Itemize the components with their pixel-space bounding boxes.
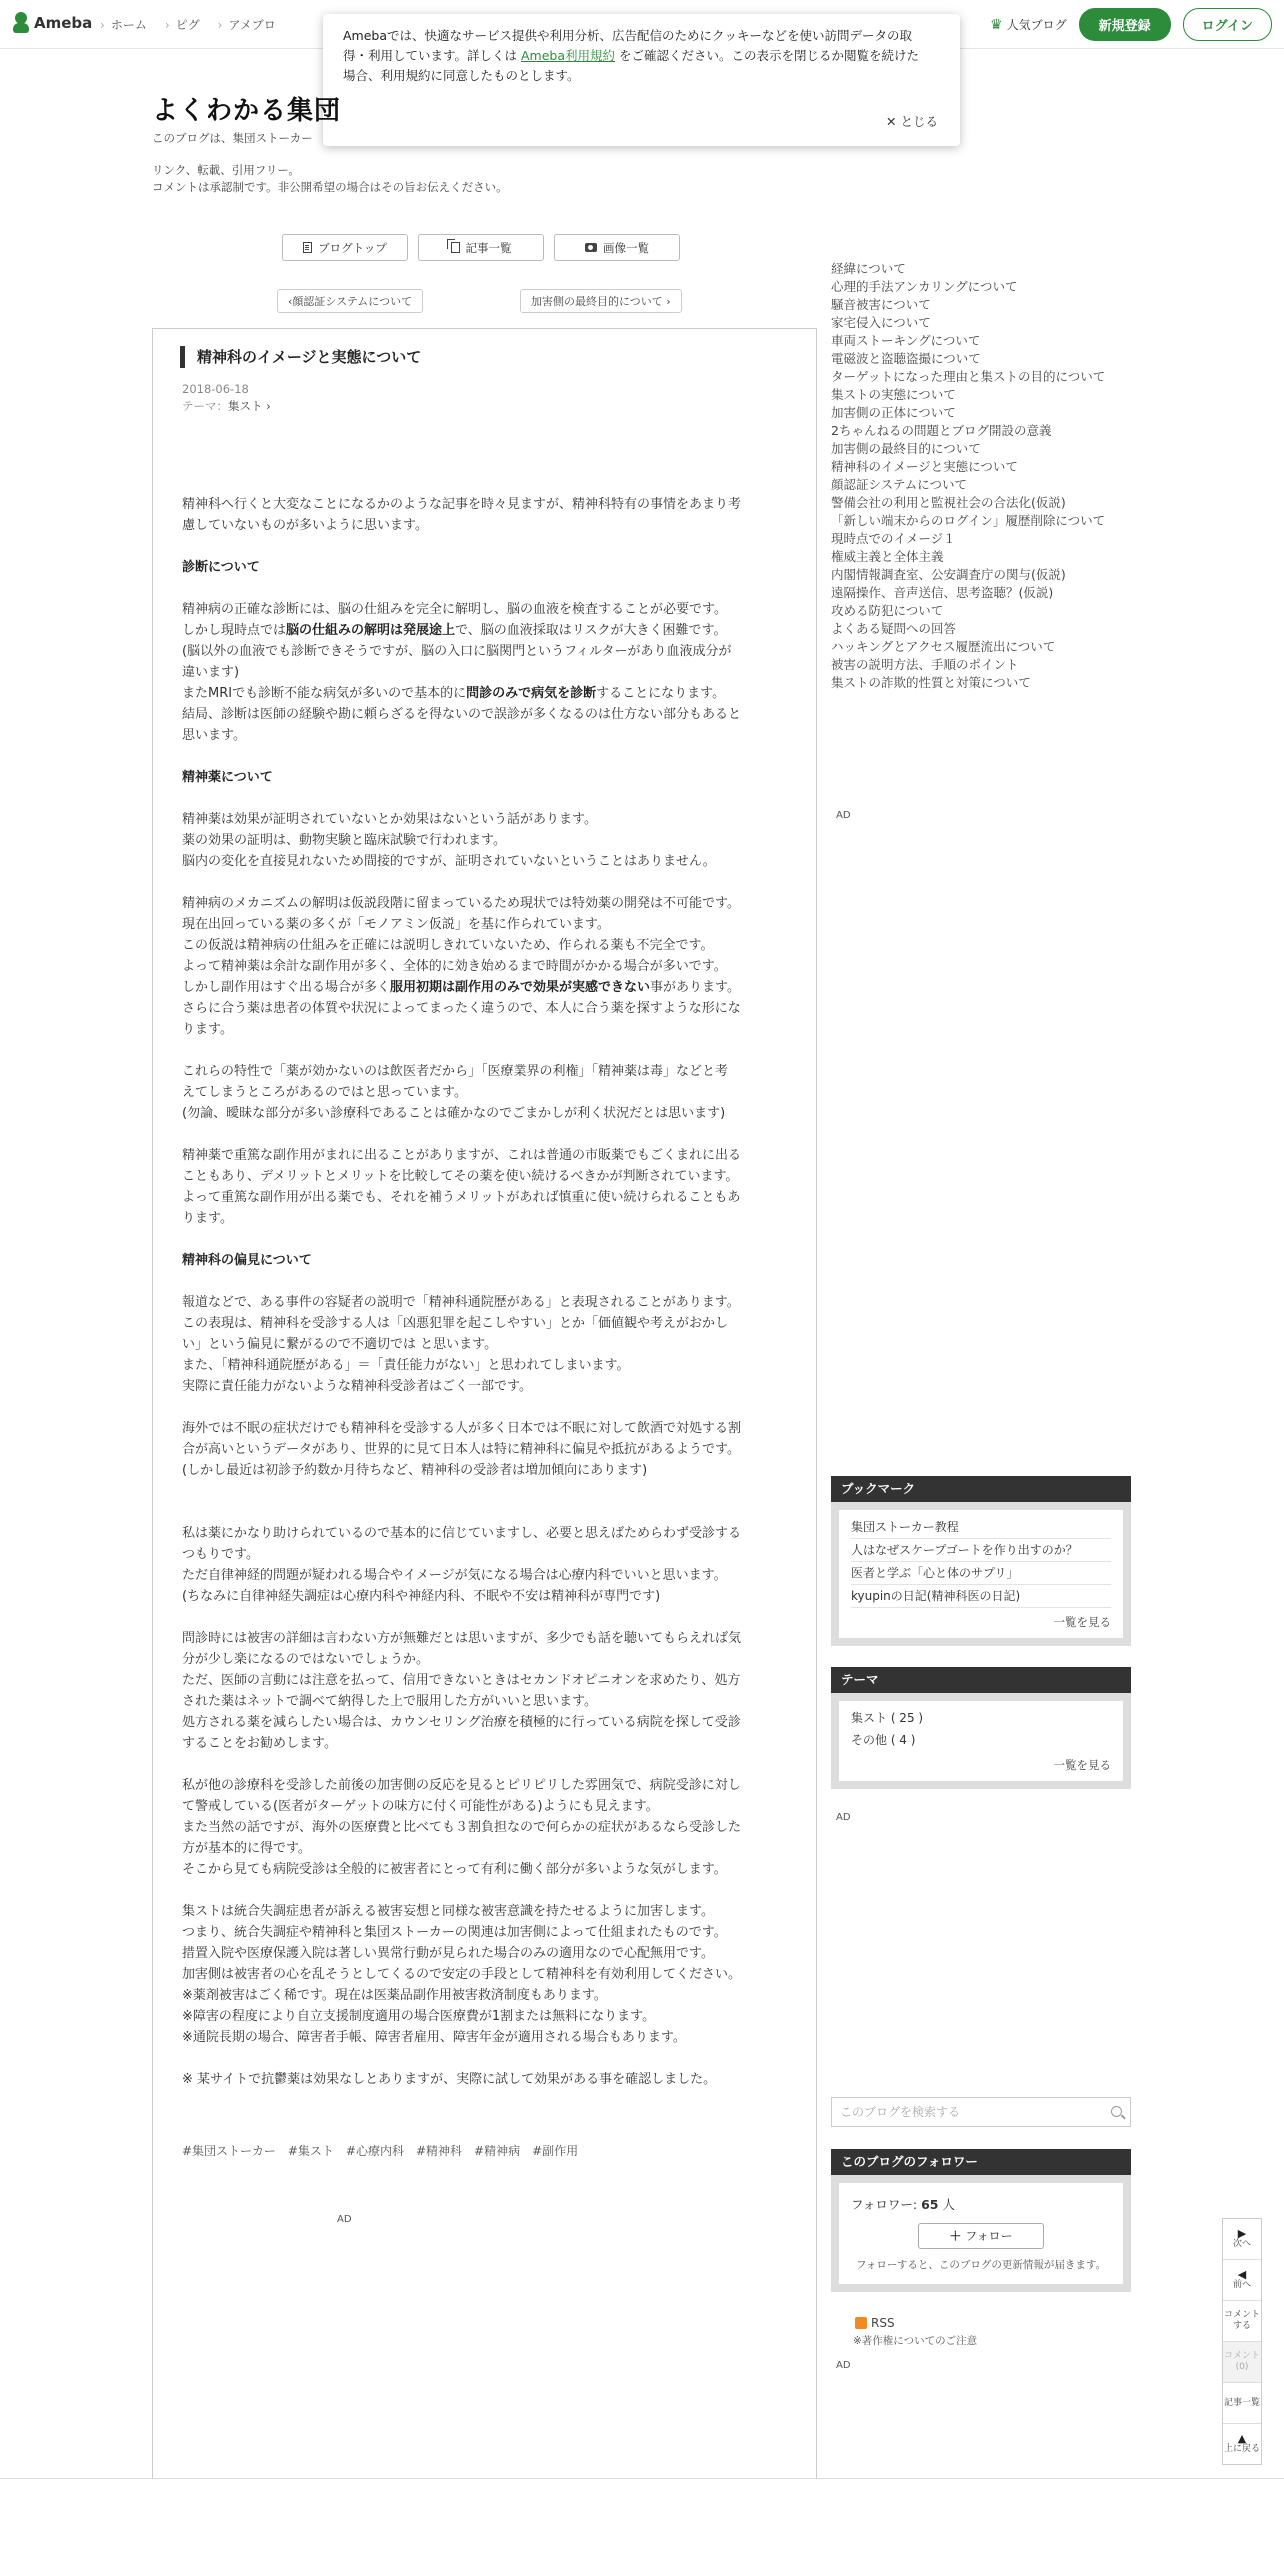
body-paragraph-line: 慮していないものが多いように思います。 <box>182 518 428 533</box>
close-icon: ✕ <box>886 114 897 129</box>
ad-label: AD <box>836 810 851 821</box>
next-entry-link[interactable] <box>520 289 682 313</box>
popular-blog-link[interactable] <box>990 16 1067 33</box>
theme-widget <box>831 1667 1131 1789</box>
sidebar-entry-link[interactable]: 「新しい端末からのログイン」履歴削除について <box>831 513 1106 528</box>
sidebar-entry-link[interactable]: 遠隔操作、音声送信、思考盗聴？(仮説) <box>831 585 1054 600</box>
document-icon <box>303 242 312 253</box>
body-paragraph-line: ります。 <box>182 1022 233 1037</box>
sidebar-entry-link[interactable]: 2ちゃんねるの問題とブログ開設の意義 <box>831 423 1052 438</box>
back-to-top-button[interactable] <box>1223 2424 1261 2464</box>
prev-entry-button[interactable] <box>1223 2260 1261 2301</box>
ameba-logo-icon <box>12 12 30 34</box>
body-paragraph-line: 精神薬で重篤な副作用がまれに出ることがありますが、これは普通の市販薬でもごくまれに出る <box>182 1148 742 1163</box>
cookie-close-label: とじる <box>900 114 938 129</box>
ad-label: AD <box>836 1812 851 1823</box>
rss-label: RSS <box>871 2316 895 2330</box>
theme-item[interactable]: 集スト ( 25 ) <box>851 1711 924 1725</box>
section-heading: 精神薬について <box>182 770 273 785</box>
chevron-right-icon: › <box>662 294 671 308</box>
body-paragraph-line: えてしまうところがあるのではと思っています。 <box>182 1085 467 1100</box>
blog-search-input[interactable] <box>831 2097 1131 2127</box>
body-paragraph-line: 私は薬にかなり助けられているので基本的に信じていますし、必要と思えばためらわず受診する <box>182 1526 742 1541</box>
bookmark-more-link[interactable]: 一覧を見る <box>1053 1615 1111 1629</box>
body-paragraph-line: 合が高いというデータがあり、世界的に見て日本人は特に精神科に偏見や抵抗があるようです。 <box>182 1442 740 1457</box>
plus-icon: ＋ <box>949 2229 962 2243</box>
body-paragraph-line: こともあり、デメリットとメリットを比較してその薬を使い続けるべきかが判断されています。 <box>182 1169 739 1184</box>
bookmark-item[interactable]: 集団ストーカー教程 <box>851 1516 1111 1539</box>
cookie-notice <box>323 14 960 146</box>
body-paragraph-line: (勿論、曖昧な部分が多い診療科であることは確かなのでごまかしが利く状況だとは思います) <box>182 1106 726 1121</box>
hashtag-link[interactable]: #副作用 <box>532 2144 579 2158</box>
sidebar-entry-link[interactable]: 家宅侵入について <box>831 315 931 330</box>
sidebar-entry-link[interactable]: 加害側の最終目的について <box>831 441 981 456</box>
body-paragraph-line: することをお勧めします。 <box>182 1736 337 1751</box>
text-run: 事があります。 <box>650 980 740 995</box>
write-comment-button[interactable] <box>1223 2301 1261 2342</box>
body-paragraph-line: (ちなみに自律神経失調症は心療内科や神経内科、不眠や不安は精神科が専門です) <box>182 1589 661 1604</box>
copyright-notice-link[interactable]: ※著作権についてのご注意 <box>853 2335 978 2347</box>
comments-label-2: (0) <box>1235 2362 1249 2372</box>
sidebar-entry-link[interactable]: 被害の説明方法、手順のポイント <box>831 657 1019 672</box>
follower-count <box>851 2189 1111 2217</box>
sidebar-entry-link[interactable]: 集ストの詐欺的性質と対策について <box>831 675 1031 690</box>
sidebar-entry-link[interactable]: 加害側の正体について <box>831 405 956 420</box>
triangle-up-icon: ▲ <box>1237 2432 1247 2445</box>
copy-icon <box>451 242 460 253</box>
follower-unit: 人 <box>942 2197 955 2212</box>
cookie-close-button[interactable] <box>886 112 938 132</box>
comment-label-1: コメント <box>1223 2310 1260 2320</box>
body-paragraph-line: (脳以外の血液でも診断できそうですが、脳の入口に脳関門というフィルターがあり血液成分が <box>182 644 732 659</box>
body-paragraph-line: この表現は、精神科を受診する人は「凶悪犯罪を起こしやすい」とか「価値観や考えがおかし <box>182 1316 729 1331</box>
entry-theme-label: テーマ： <box>182 399 228 413</box>
sidebar-entry-link[interactable]: 騒音被害について <box>831 297 931 312</box>
terms-link[interactable]: Ameba利用規約 <box>521 48 616 63</box>
sidebar-entry-link[interactable]: 顔認証システムについて <box>831 477 968 492</box>
sidebar-entry-link[interactable]: よくある疑問への回答 <box>831 621 957 636</box>
search-icon[interactable] <box>1111 2106 1122 2117</box>
tab-entry-list[interactable] <box>418 234 544 261</box>
body-paragraph-line: よって重篤な副作用が出る薬でも、それを補うメリットがあれば慎重に使い続けられることもあ <box>182 1190 741 1205</box>
floating-toolbar <box>1222 2218 1262 2465</box>
text-run: で、脳の血液採取はリスクが大きく困難です。 <box>455 623 727 638</box>
sidebar-entry-link[interactable]: 集ストの実態について <box>831 387 956 402</box>
body-paragraph-line: 私が他の診療科を受診した前後の加害側の反応を見るとピリピリした雰囲気で、病院受診に対し <box>182 1778 741 1793</box>
nav-ameblo[interactable]: › アメブロ <box>218 16 276 33</box>
ameba-logo[interactable] <box>12 12 92 34</box>
body-paragraph-line: 処方される薬を減らしたい場合は、カウンセリング治療を積極的に行っている病院を探して受診 <box>182 1715 741 1730</box>
sidebar-entry-link[interactable]: 経緯について <box>831 261 906 276</box>
sidebar-entry-link[interactable]: 現時点でのイメージ１ <box>831 531 956 546</box>
bold-text-run: 服用初期は副作用のみで効果が実感できない <box>390 980 651 995</box>
theme-title: テーマ <box>831 1667 1131 1693</box>
body-paragraph-line: つもりです。 <box>182 1547 259 1562</box>
bookmark-title: ブックマーク <box>831 1476 1131 1502</box>
body-paragraph-line: 精神病の正確な診断には、脳の仕組みを完全に解明し、脳の血液を検査することが必要です。 <box>182 602 727 617</box>
body-paragraph-line: ※薬剤被害はごく稀です。現在は医薬品副作用被害救済制度もあります。 <box>182 1988 607 2003</box>
body-paragraph-line: 違います) <box>182 665 240 680</box>
entry-list-label: 記事一覧 <box>1223 2397 1260 2408</box>
body-paragraph-line: そこから見ても病院受診は全般的に被害者にとって有利に働く部分が多いような気がします。 <box>182 1862 727 1877</box>
text-run: しかし副作用はすぐ出る場合が多く <box>182 980 391 995</box>
follow-note: フォローすると、このブログの更新情報が届きます。 <box>855 2259 1107 2271</box>
blog-notice <box>152 162 508 196</box>
nav-pigg[interactable]: › ピグ <box>165 16 200 33</box>
text-run: しかし現時点では <box>182 623 287 638</box>
tab-image-list[interactable] <box>554 234 680 261</box>
body-paragraph-line: ※通院長期の場合、障害者手帳、障害者雇用、障害年金が適用される場合もあります。 <box>182 2030 686 2045</box>
body-paragraph-line: つまり、統合失調症や精神科と集団ストーカーの関連は加害側によって仕組まれたものです。 <box>182 1925 727 1940</box>
body-paragraph-line: 精神薬は効果が証明されていないとか効果はないという話があります。 <box>182 812 597 827</box>
tab-entry-list-label: 記事一覧 <box>465 240 512 255</box>
ad-label: AD <box>337 2214 352 2225</box>
theme-item[interactable]: その他 ( 4 ) <box>851 1733 916 1747</box>
body-paragraph-line: 措置入院や医療保護入院は著しい異常行動が見られた場合のみの適用なので心配無用です。 <box>182 1946 714 1961</box>
tab-image-list-label: 画像一覧 <box>603 240 649 255</box>
body-paragraph-line: ※ 某サイトで抗鬱薬は効果なしとありますが、実際に試して効果がある事を確認しました。 <box>182 2072 717 2087</box>
body-paragraph-line: 脳内の変化を直接見れないため間接的ですが、証明されていないということはありません。 <box>182 854 716 869</box>
follow-button-label: フォロー <box>965 2229 1013 2243</box>
blog-notice-line2: コメントは承認制です。非公開希望の場合はその旨お伝えください。 <box>152 180 508 194</box>
next-label: 次へ <box>1232 2239 1251 2249</box>
body-paragraph-line: さらに合う薬は患者の体質や状況によってまったく違うので、本人に合う薬を探すような形にな <box>182 1001 741 1016</box>
triangle-right-icon: ▶ <box>1237 2227 1247 2240</box>
bookmark-widget <box>831 1476 1131 1646</box>
cookie-text-line1: Amebaでは、快適なサービス提供や利用分析、広告配信のためにクッキーなどを使い訪問データの取 <box>343 28 913 43</box>
nav-home[interactable]: › ホーム <box>100 16 147 33</box>
tab-blog-top[interactable] <box>282 234 408 261</box>
body-paragraph-line: 分が少し楽になるのではないでしょうか。 <box>182 1652 430 1667</box>
body-paragraph-line: 薬の効果の証明は、動物実験と臨床試験で行われます。 <box>182 833 506 848</box>
register-button[interactable]: 新規登録 <box>1079 8 1171 41</box>
hashtag-link[interactable]: #心療内科 <box>345 2144 404 2158</box>
entry-date: 2018-06-18 <box>182 382 249 396</box>
body-paragraph-line: 精神科へ行くと大変なことになるかのような記事を時々見ますが、精神科特有の事情をあまり考 <box>182 497 742 512</box>
cookie-text-line3: 場合、利用規約に同意したものとします。 <box>343 68 580 83</box>
camera-icon <box>585 243 597 252</box>
sidebar-entry-link[interactable]: 精神科のイメージと実態について <box>831 459 1018 474</box>
ad-label: AD <box>836 2360 851 2371</box>
body-paragraph-line: ります。 <box>182 1211 233 1226</box>
body-paragraph-line: 精神病のメカニズムの解明は仮説段階に留まっているため現状では特効薬の開発は不可能です。 <box>182 896 740 911</box>
comments-label-1: コメント <box>1223 2351 1260 2361</box>
footer-divider <box>0 2478 1284 2479</box>
bookmark-item[interactable]: 人はなぜスケープゴートを作り出すのか？ <box>851 1539 1111 1562</box>
prev-entry-label: 顔認証システムについて <box>292 295 413 308</box>
comment-label-2: する <box>1232 2321 1251 2331</box>
bookmark-item[interactable]: kyupinの日記(精神科医の日記) <box>851 1585 1111 1608</box>
body-paragraph-line: ただ、医師の言動には注意を払って、信用できないときはセカンドオピニオンを求めたり、処方 <box>182 1673 741 1688</box>
bookmark-item[interactable]: 医者と学ぶ「心と体のサプリ」 <box>851 1562 1111 1585</box>
comments-count-button <box>1223 2342 1261 2383</box>
body-paragraph-line: 現在出回っている薬の多くが「モノアミン仮説」を基に作られています。 <box>182 917 610 932</box>
blog-title[interactable]: よくわかる集団 <box>152 96 342 126</box>
follower-number: 65 <box>921 2197 939 2212</box>
text-run: またMRIでも診断不能な病気が多いので基本的に <box>182 686 467 701</box>
sidebar-entry-link[interactable]: 電磁波と盗聴盗撮について <box>831 351 981 366</box>
sidebar-entry-link[interactable]: 権威主義と全体主義 <box>831 549 944 564</box>
follow-button[interactable] <box>918 2223 1044 2249</box>
blog-nav-tabs <box>282 234 680 261</box>
sidebar-entry-links <box>831 260 1105 692</box>
body-paragraph-line: よって精神薬は余計な副作用が多く、全体的に効き始めるまで時間がかかる場合が多いです。 <box>182 959 727 974</box>
hashtag-list <box>182 2142 578 2159</box>
entry-title[interactable]: 精神科のイメージと実態について <box>180 346 421 368</box>
theme-more-link[interactable]: 一覧を見る <box>1053 1758 1111 1772</box>
section-heading: 診断について <box>182 560 260 575</box>
body-paragraph-line: された薬はネットで調べて納得した上で服用した方がいいと思います。 <box>182 1694 597 1709</box>
body-paragraph-line: ただ自律神経的問題が疑われる場合やイメージが気になる場合は心療内科でいいと思います。 <box>182 1568 727 1583</box>
logo-text: Ameba <box>34 14 93 32</box>
body-paragraph-line: ※障害の程度により自立支援制度適用の場合医療費が1割または無料になります。 <box>182 2009 656 2024</box>
section-heading: 精神科の偏見について <box>182 1253 312 1268</box>
entry-theme-link[interactable]: 集スト <box>228 399 263 413</box>
popular-blog-label: 人気ブログ <box>1006 18 1067 32</box>
body-paragraph-line: 思います。 <box>182 728 246 743</box>
body-paragraph-line: (しかし最近は初診予約数か月待ちなど、精神科の受診者は増加傾向にあります) <box>182 1463 648 1478</box>
blog-description: このブログは、集団ストーカー <box>152 131 313 145</box>
triangle-left-icon: ◀ <box>1237 2268 1247 2281</box>
body-paragraph-line <box>182 976 740 995</box>
sidebar-entry-link[interactable]: 内閣情報調査室、公安調査庁の関与(仮説) <box>831 567 1066 582</box>
global-nav <box>100 16 276 33</box>
rss-icon <box>855 2317 867 2329</box>
cookie-text-line2a: 得・利用しています。詳しくは <box>343 48 518 63</box>
body-paragraph-line: い」という偏見に繋がるので不適切では と思います。 <box>182 1337 498 1352</box>
follower-title: このブログのフォロワー <box>831 2149 1131 2175</box>
body-paragraph-line: また、「精神科通院歴がある」＝「責任能力がない」と思われてしまいます。 <box>182 1358 630 1373</box>
sidebar-entry-link[interactable]: 車両ストーキングについて <box>831 333 981 348</box>
search-placeholder: このブログを検索する <box>840 2105 961 2119</box>
body-paragraph-line <box>182 682 725 701</box>
hashtag-link[interactable]: #精神病 <box>474 2144 521 2158</box>
next-entry-label: 加害側の最終目的について <box>531 295 663 308</box>
sidebar-entry-link[interactable]: 攻める防犯について <box>831 603 944 618</box>
body-paragraph-line: て警戒している(医者がターゲットの味方に付く可能性がある)ようにも見えます。 <box>182 1799 659 1814</box>
body-paragraph-line <box>182 619 726 638</box>
chevron-left-icon: ‹ <box>288 294 293 308</box>
body-paragraph-line: 報道などで、ある事件の容疑者の説明で「精神科通院歴がある」と表現されることがあります。 <box>182 1295 740 1310</box>
hashtag-link[interactable]: #集スト <box>287 2144 334 2158</box>
back-to-top-label: 上に戻る <box>1223 2444 1260 2454</box>
entry-theme <box>182 398 271 414</box>
bold-text-run: 脳の仕組みの解明は発展途上 <box>286 623 456 638</box>
entry-list-button[interactable] <box>1223 2383 1261 2424</box>
body-paragraph-line: また当然の話ですが、海外の医療費と比べても３割負担なので何らかの症状があるなら受診した <box>182 1820 742 1835</box>
blog-notice-line1: リンク、転載、引用フリー。 <box>152 163 300 177</box>
follower-widget <box>831 2149 1131 2292</box>
body-paragraph-line: 加害側は被害者の心を乱そうとしてくるので安定の手段として精神科を有効利用してください。 <box>182 1967 742 1982</box>
sidebar-entry-link[interactable]: 警備会社の利用と監視社会の合法化(仮説) <box>831 495 1066 510</box>
cookie-text-line2b: をご確認ください。この表示を閉じるか閲覧を続けた <box>619 48 920 63</box>
body-paragraph-line: これらの特性で「薬が効かないのは飲医者だから」「医療業界の利権」「精神薬は毒」などと考 <box>182 1064 729 1079</box>
chevron-right-icon: › <box>262 399 271 413</box>
body-paragraph-line: 方が基本的に得です。 <box>182 1841 311 1856</box>
login-button[interactable]: ログイン <box>1183 8 1272 41</box>
sidebar-entry-link[interactable]: 心理的手法アンカリングについて <box>831 279 1018 294</box>
prev-entry-link[interactable] <box>277 289 423 313</box>
bold-text-run: 問診のみで病気を診断 <box>466 686 597 701</box>
body-paragraph-line: 問診時には被害の詳細は言わない方が無難だとは思いますが、多少でも話を聴いてもらえれば気 <box>182 1631 742 1646</box>
sidebar-entry-link[interactable]: ハッキングとアクセス履歴流出について <box>831 639 1056 654</box>
sidebar-entry-link[interactable]: ターゲットになった理由と集ストの目的について <box>831 369 1106 384</box>
body-paragraph-line: 結局、診断は医師の経験や勘に頼らざるを得ないので誤診が多くなるのは仕方ない部分もあると <box>182 707 742 722</box>
body-paragraph-line: この仮説は精神病の仕組みを正確には説明しきれていないため、作られる薬も不完全です。 <box>182 938 714 953</box>
body-paragraph-line: 実際に責任能力がないような精神科受診者はごく一部です。 <box>182 1379 532 1394</box>
follower-label: フォロワー: <box>851 2197 918 2212</box>
hashtag-link[interactable]: #集団ストーカー <box>182 2144 276 2158</box>
hashtag-link[interactable]: #精神科 <box>415 2144 463 2158</box>
body-paragraph-line: 海外では不眠の症状だけでも精神科を受診する人が多く日本では不眠に対して飲酒で対処する割 <box>182 1421 742 1436</box>
prev-label: 前へ <box>1232 2280 1251 2290</box>
next-entry-button[interactable] <box>1223 2219 1261 2260</box>
tab-blog-top-label: ブログトップ <box>318 240 387 255</box>
crown-icon: ♛ <box>990 16 1003 33</box>
text-run: することになります。 <box>596 686 726 701</box>
rss-link[interactable] <box>855 2316 895 2330</box>
body-paragraph-line: 集ストは統合失調症患者が訴える被害妄想と同様な被害意識を持たせるように加害します。 <box>182 1904 714 1919</box>
